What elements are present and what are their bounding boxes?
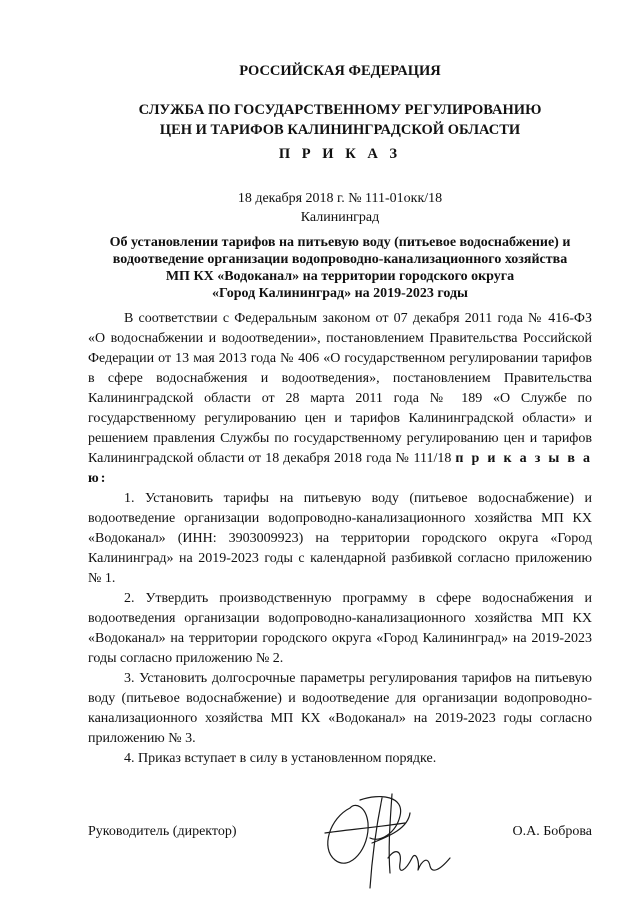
order-item-3: 3. Установить долгосрочные параметры регулирования тарифов на питьевую воду (питьевое водоснабжение) и водоотведение для организации водопроводно-канализационного хозяйства МП КХ «Водоканал» на 2019-2023 годы согласно приложению № 3. — [88, 671, 592, 746]
order-city: Калининград — [300, 210, 380, 225]
agency-line-2: ЦЕН И ТАРИФОВ КАЛИНИНГРАДСКОЙ ОБЛАСТИ — [159, 122, 521, 138]
subject-line-2: водоотведение организации водопроводно-канализационного хозяйства — [112, 252, 568, 267]
order-item-4: 4. Приказ вступает в силу в установленном порядке. — [124, 751, 437, 766]
signer-title: Руководитель (директор) — [88, 824, 237, 839]
handwritten-signature — [310, 788, 480, 898]
order-date-number: 18 декабря 2018 г. № 111-01окк/18 — [237, 191, 443, 206]
document-type: П Р И К А З — [278, 146, 402, 162]
subject-line-3: МП КХ «Водоканал» на территории городского округа — [165, 269, 515, 284]
agency-line-1: СЛУЖБА ПО ГОСУДАРСТВЕННОМУ РЕГУЛИРОВАНИЮ — [138, 102, 542, 118]
preamble-text: В соответствии с Федеральным законом от 07 декабря 2011 года № 416-ФЗ «О водоснабжении и водоотведении», постановлением Правительства Российской Федерации от 13 мая 2013 года № 406 «О государственном регулировании тарифов в сфере водоснабжения и водоотведения», постановлением Правительства Калининградской области от 28 марта 2011 года № 189 «О Службе по государственному регулированию цен и тарифов Калининградской области» и решением правления Службы по государственному регулированию цен и тарифов Калининградской области от 18 декабря 2018 года № 111/18 — [88, 311, 592, 466]
order-item-1: 1. Установить тарифы на питьевую воду (питьевое водоснабжение) и водоотведение организации водопроводно-канализационного хозяйства МП КХ «Водоканал» (ИНН: 3903009923) на территории городского округа «Город Калининград» на 2019-2023 годы с календарной разбивкой согласно приложению № 1. — [88, 491, 592, 586]
order-body — [88, 309, 592, 769]
subject-line-1: Об установлении тарифов на питьевую воду (питьевое водоснабжение) и — [109, 235, 571, 250]
signer-name: О.А. Боброва — [512, 824, 592, 839]
preamble-paragraph — [88, 309, 592, 489]
agency-heading — [80, 100, 600, 140]
country-heading: РОССИЙСКАЯ ФЕДЕРАЦИЯ — [239, 63, 441, 79]
order-word: п р и к а з ы в а ю: — [88, 451, 592, 486]
subject-line-4: «Город Калининград» на 2019-2023 годы — [212, 286, 468, 301]
order-item-2: 2. Утвердить производственную программу в сфере водоснабжения и водоотведения организации водопроводно-канализационного хозяйства МП КХ «Водоканал» на территории городского округа «Город Калининград» на 2019-2023 годы согласно приложению № 2. — [88, 591, 592, 666]
order-subject — [86, 234, 594, 302]
